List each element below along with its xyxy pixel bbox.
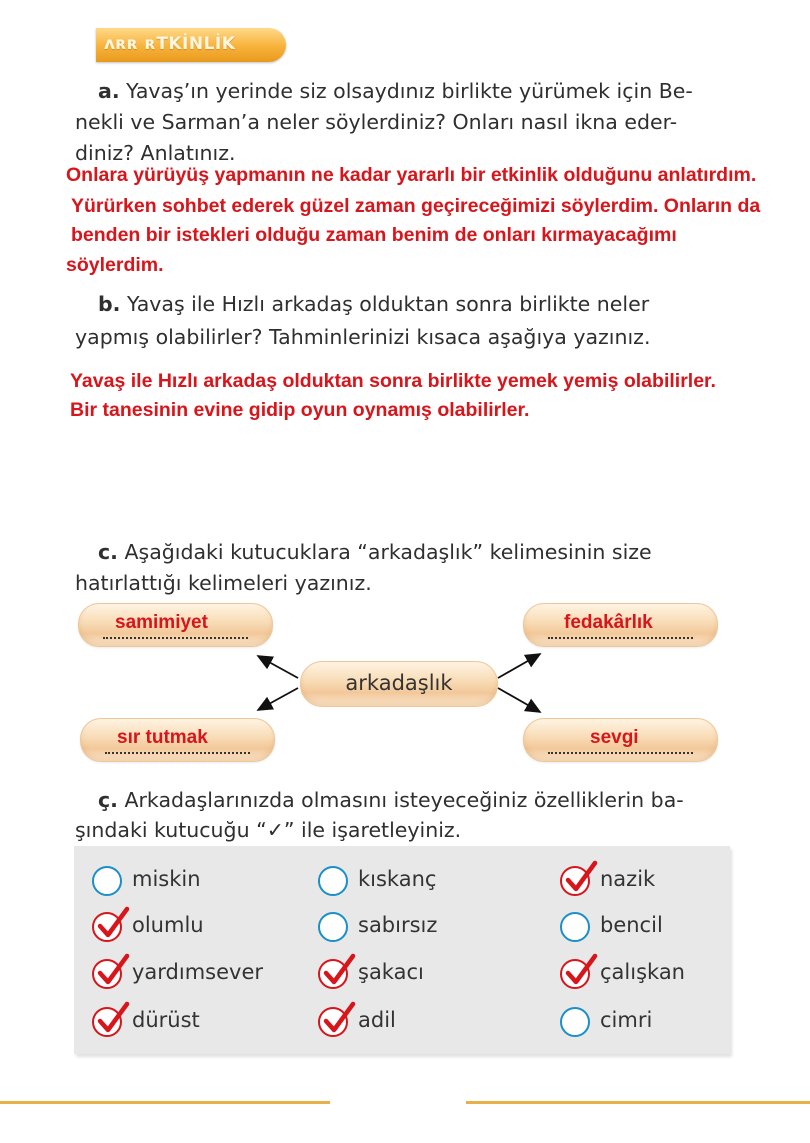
option-label: adil — [358, 1008, 396, 1032]
option-label: çalışkan — [600, 960, 685, 984]
option-label: dürüst — [132, 1008, 200, 1032]
answer-a-line-1: Onlara yürüyüş yapmanın ne kadar yararlı bir etkinlik olduğunu anlatırdım. — [66, 164, 757, 186]
checkmark-icon — [94, 953, 130, 989]
question-b-line-1: b. Yavaş ile Hızlı arkadaş olduktan sonra birlikte neler — [98, 292, 650, 316]
answer-box-bottom-right-text: sevgi — [590, 727, 639, 748]
center-word: arkadaşlık — [345, 671, 453, 695]
footer-line-left — [0, 1101, 330, 1104]
question-c-line-2: hatırlattığı kelimeleri yazınız. — [75, 571, 372, 595]
answer-box-top-right[interactable] — [523, 603, 718, 647]
option-label: şakacı — [358, 960, 424, 984]
question-a-letter: a. — [98, 79, 120, 103]
answer-box-bottom-left[interactable] — [80, 718, 275, 762]
answer-box-top-left[interactable] — [78, 603, 273, 647]
answer-box-bottom-left-text: sır tutmak — [117, 727, 208, 748]
answer-box-top-left-text: samimiyet — [115, 612, 208, 633]
option-label: sabırsız — [358, 913, 438, 937]
answer-a-line-2: Yürürken sohbet ederek güzel zaman geçireceğimizi söylerdim. Onların da — [71, 195, 761, 217]
dotted-line — [548, 637, 693, 639]
answer-a-line-3: benden bir istekleri olduğu zaman benim de onları kırmayacağımı — [71, 224, 677, 246]
activity-title: ʌʀʀ ʀTKİNLİK — [104, 34, 236, 54]
dotted-line — [103, 637, 248, 639]
option-label: bencil — [600, 913, 663, 937]
answer-a-line-4: söylerdim. — [66, 254, 164, 276]
checkmark-icon — [320, 953, 356, 989]
dotted-line — [105, 752, 250, 754]
question-a-line-3: diniz? Anlatınız. — [75, 141, 236, 165]
checkmark-icon — [94, 906, 130, 942]
answer-box-top-right-text: fedakârlık — [564, 612, 653, 633]
checkmark-icon — [94, 1001, 130, 1037]
option-label: yardımsever — [132, 960, 264, 984]
option-label: cimri — [600, 1008, 653, 1032]
question-a-line-2: nekli ve Sarman’a neler söylerdiniz? Onları nasıl ikna eder- — [75, 110, 678, 134]
arrow-top-right — [498, 654, 540, 678]
footer-line-right — [466, 1101, 810, 1104]
question-cc-letter: ç. — [98, 788, 118, 812]
question-b-line-2: yapmış olabilirler? Tahminlerinizi kısaca aşağıya yazınız. — [75, 325, 651, 349]
options-panel — [74, 846, 730, 1054]
center-word-box — [300, 661, 498, 707]
question-cc-line-1: ç. Arkadaşlarınızda olmasını isteyeceğiniz özelliklerin ba- — [98, 788, 684, 812]
checkmark-icon — [562, 860, 598, 896]
empty-circle-icon[interactable] — [560, 912, 590, 942]
option-label: miskin — [132, 867, 201, 891]
question-c-letter: c. — [98, 540, 118, 564]
question-cc-line-2: şındaki kutucuğu “✓” ile işaretleyiniz. — [75, 818, 462, 842]
answer-b-line-2: Bir tanesinin evine gidip oyun oynamış olabilirler. — [70, 399, 530, 421]
empty-circle-icon[interactable] — [318, 912, 348, 942]
checkmark-icon — [562, 953, 598, 989]
answer-box-bottom-right[interactable] — [523, 718, 718, 762]
option-label: nazik — [600, 867, 656, 891]
empty-circle-icon[interactable] — [560, 1007, 590, 1037]
arrow-bottom-right — [498, 688, 540, 712]
empty-circle-icon[interactable] — [92, 866, 122, 896]
question-a-line-1: a. Yavaş’ın yerinde siz olsaydınız birlikte yürümek için Be- — [98, 79, 693, 103]
question-b-letter: b. — [98, 292, 121, 316]
checkmark-icon — [320, 1001, 356, 1037]
arrow-bottom-left — [258, 688, 298, 710]
option-label: kıskanç — [358, 867, 437, 891]
option-label: olumlu — [132, 913, 204, 937]
question-c-line-1: c. Aşağıdaki kutucuklara “arkadaşlık” kelimesinin size — [98, 540, 652, 564]
answer-b-line-1: Yavaş ile Hızlı arkadaş olduktan sonra birlikte yemek yemiş olabilirler. — [70, 370, 716, 392]
arrow-top-left — [258, 656, 298, 678]
dotted-line — [548, 752, 693, 754]
empty-circle-icon[interactable] — [318, 866, 348, 896]
